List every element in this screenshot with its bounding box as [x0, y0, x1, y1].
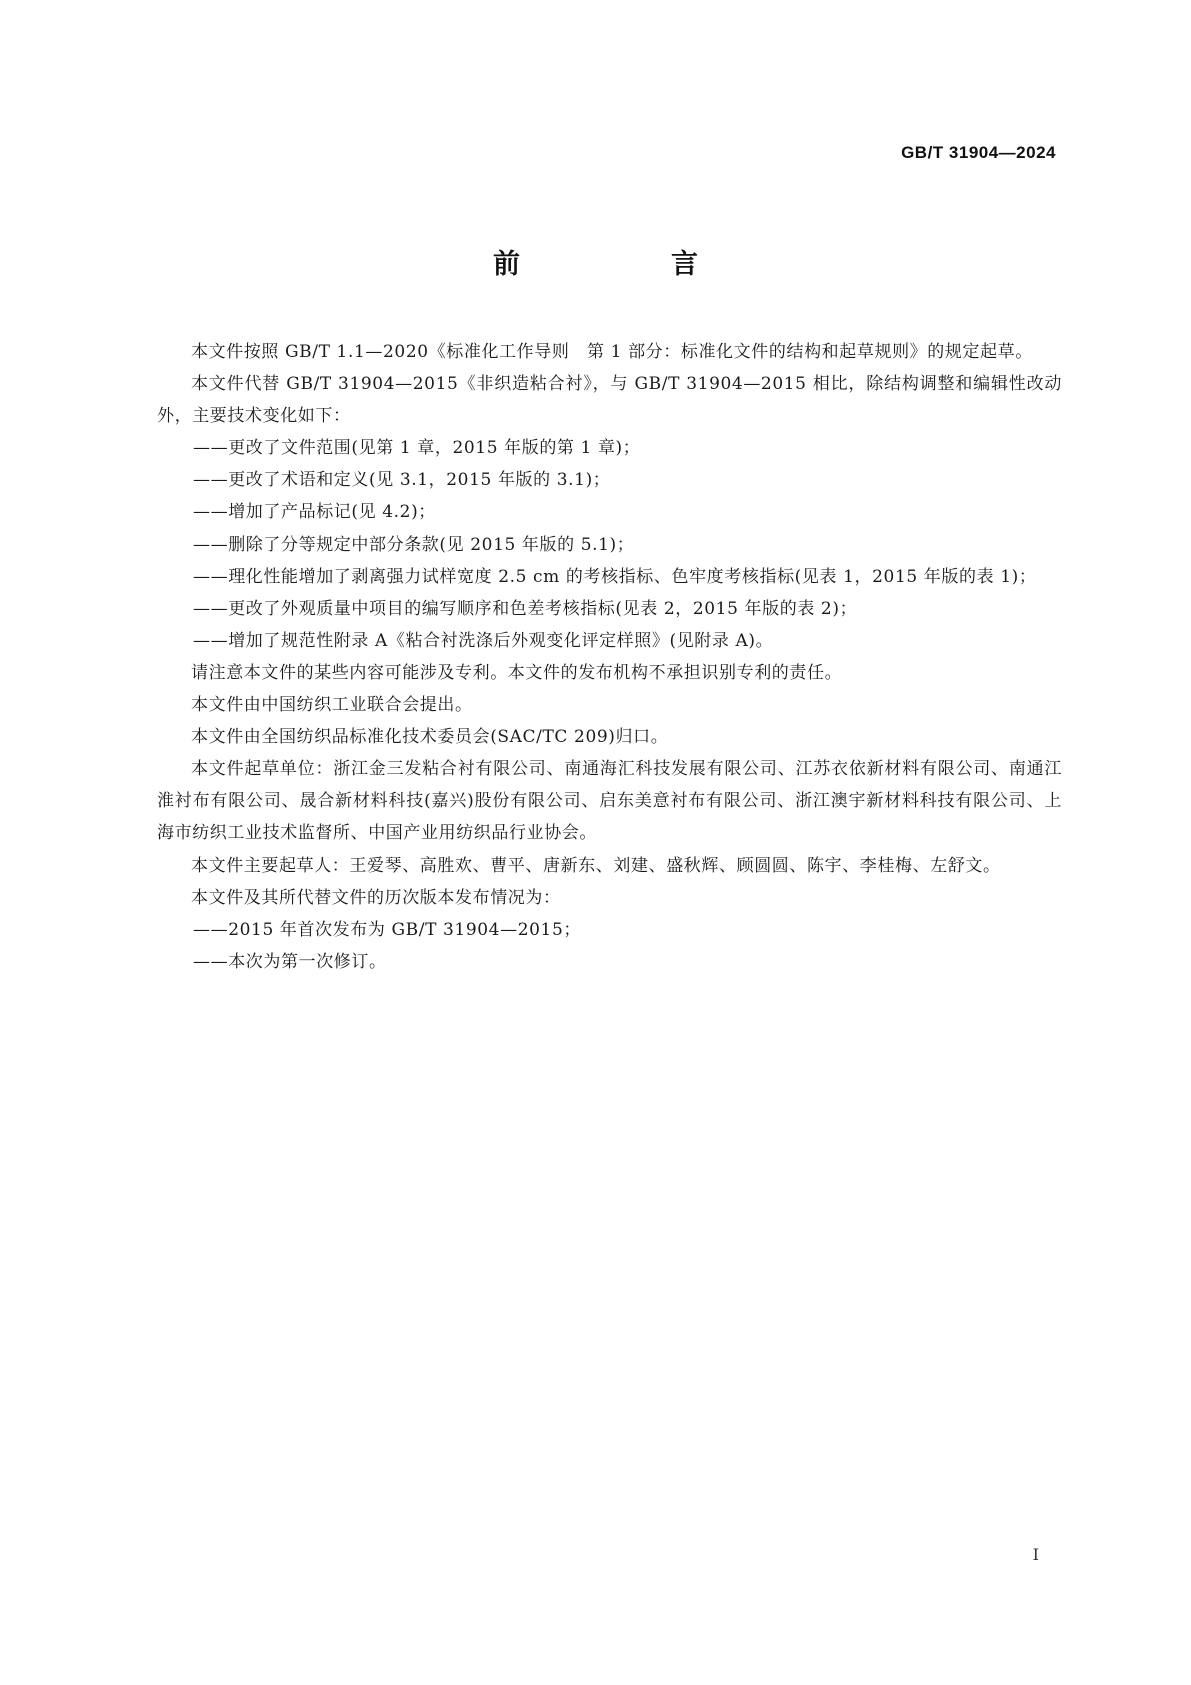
- paragraph-drafting-rules: 本文件按照 GB/T 1.1—2020《标准化工作导则 第 1 部分：标准化文件的结构和起草规则》的规定起草。: [191, 342, 1033, 362]
- paragraph-patent-notice: 请注意本文件的某些内容可能涉及专利。本文件的发布机构不承担识别专利的责任。: [191, 662, 843, 683]
- history-item-first-release: ——2015 年首次发布为 GB/T 31904—2015；: [193, 919, 581, 940]
- change-item-physical-properties: ——理化性能增加了剥离强力试样宽度 2.5 cm 的考核指标、色牢度考核指标(见表 1，2015 年版的表 1)；: [193, 566, 1037, 587]
- page-number: I: [1032, 1545, 1039, 1564]
- change-item-annex-a: ——增加了规范性附录 A《粘合衬洗涤后外观变化评定样照》(见附录 A)。: [193, 630, 774, 651]
- paragraph-version-history: 本文件及其所代替文件的历次版本发布情况为：: [191, 887, 561, 908]
- paragraph-replacement: 本文件代替 GB/T 31904—2015《非织造粘合衬》，与 GB/T 31904—2015 相比，除结构调整和编辑性改动外，主要技术变化如下：: [157, 374, 1062, 427]
- page-title: 前 言: [493, 249, 760, 280]
- paragraph-drafting-units: 本文件起草单位：浙江金三发粘合衬有限公司、南通海汇科技发展有限公司、江苏衣依新材料有限公司、南通江淮衬布有限公司、晟合新材料科技(嘉兴)股份有限公司、启东美意衬布有限公司、浙江澳宇新材料科技有限公司、上海市纺织工业技术监督所、中国产业用纺织品行业协会。: [157, 759, 1062, 844]
- history-item-first-revision: ——本次为第一次修订。: [193, 951, 387, 972]
- change-item-product-marking: ——增加了产品标记(见 4.2)；: [193, 502, 436, 523]
- foreword-body: [157, 336, 1062, 978]
- paragraph-proposer: 本文件由中国纺织工业联合会提出。: [191, 695, 473, 716]
- change-item-terms: ——更改了术语和定义(见 3.1，2015 年版的 3.1)；: [193, 470, 611, 491]
- standard-code: GB/T 31904—2024: [901, 143, 1056, 162]
- change-item-appearance: ——更改了外观质量中项目的编写顺序和色差考核指标(见表 2，2015 年版的表 2)；: [193, 598, 858, 619]
- paragraph-drafters: 本文件主要起草人：王爱琴、高胜欢、曹平、唐新东、刘建、盛秋辉、顾圆圆、陈宇、李桂梅、左舒文。: [191, 855, 1001, 876]
- change-item-scope: ——更改了文件范围(见第 1 章，2015 年版的第 1 章)；: [193, 438, 641, 459]
- change-item-grading: ——删除了分等规定中部分条款(见 2015 年版的 5.1)；: [193, 534, 635, 555]
- paragraph-committee: 本文件由全国纺织品标准化技术委员会(SAC/TC 209)归口。: [191, 727, 669, 748]
